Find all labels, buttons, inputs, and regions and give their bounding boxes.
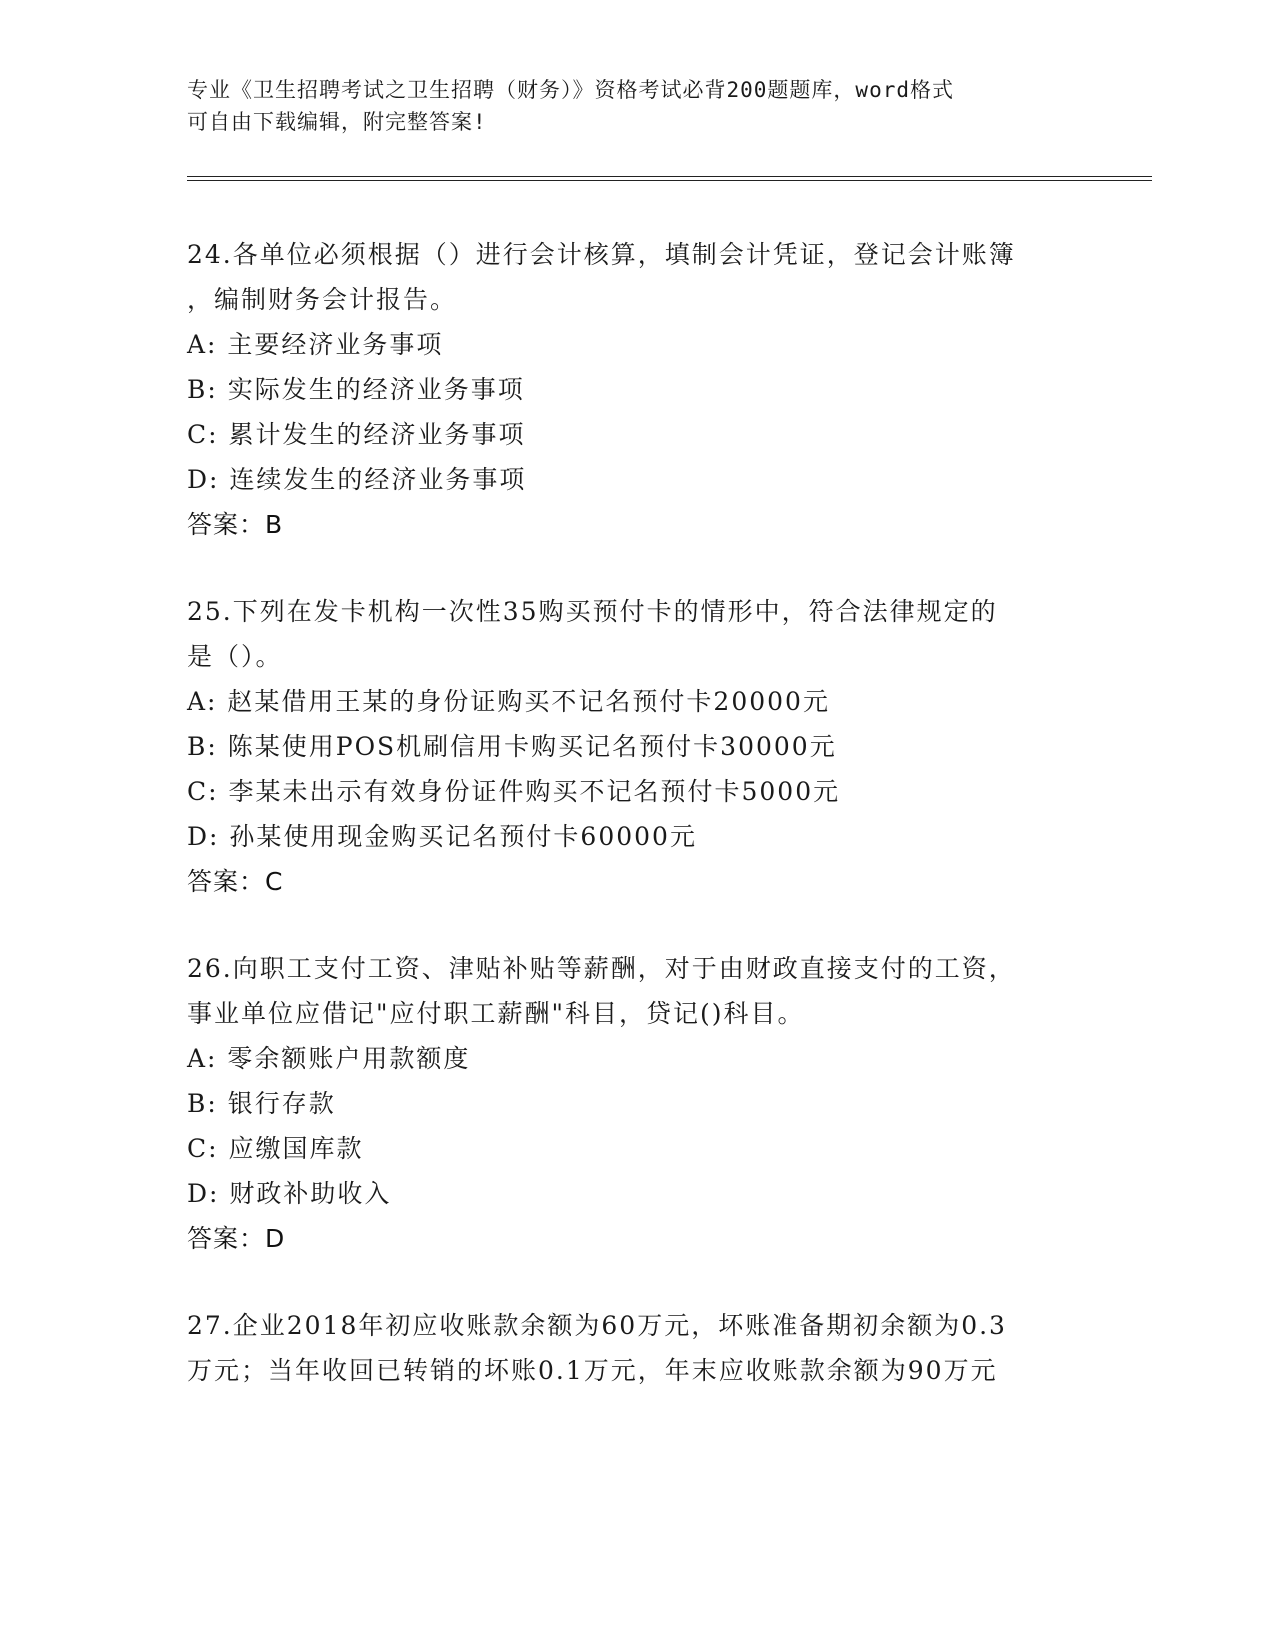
question-stem-continued: ，编制财务会计报告。: [187, 285, 458, 314]
question-27: [187, 1303, 1087, 1393]
question-stem-continued: 事业单位应借记"应付职工薪酬"科目，贷记()科目。: [187, 999, 805, 1028]
answer: 答案：D: [187, 1224, 286, 1253]
option-c: C: 累计发生的经济业务事项: [187, 420, 526, 449]
option-c: C: 应缴国库款: [187, 1134, 364, 1163]
answer: 答案：C: [187, 867, 284, 896]
question-26: [187, 946, 1087, 1261]
option-b: B: 陈某使用POS机刷信用卡购买记名预付卡30000元: [187, 732, 837, 761]
question-stem-continued: 万元；当年收回已转销的坏账0.1万元，年末应收账款余额为90万元: [187, 1356, 998, 1385]
option-d: D: 孙某使用现金购买记名预付卡60000元: [187, 822, 697, 851]
option-a: A: 赵某借用王某的身份证购买不记名预付卡20000元: [187, 687, 830, 716]
option-a: A: 主要经济业务事项: [187, 330, 444, 359]
question-stem: 24.各单位必须根据（）进行会计核算，填制会计凭证，登记会计账簿: [187, 240, 1016, 269]
header-line-1: 专业《卫生招聘考试之卫生招聘（财务）》资格考试必背200题题库，word格式: [187, 78, 954, 102]
question-stem: 25.下列在发卡机构一次性35购买预付卡的情形中，符合法律规定的: [187, 597, 998, 626]
option-d: D: 连续发生的经济业务事项: [187, 465, 527, 494]
question-25: [187, 589, 1087, 904]
option-a: A: 零余额账户用款额度: [187, 1044, 471, 1073]
question-list: [187, 232, 1087, 1435]
question-24: [187, 232, 1087, 547]
question-stem: 27.企业2018年初应收账款余额为60万元，坏账准备期初余额为0.3: [187, 1311, 1007, 1340]
option-b: B: 银行存款: [187, 1089, 336, 1118]
document-header: [187, 74, 1067, 138]
question-stem: 26.向职工支付工资、津贴补贴等薪酬，对于由财政直接支付的工资，: [187, 954, 1016, 983]
option-d: D: 财政补助收入: [187, 1179, 392, 1208]
option-b: B: 实际发生的经济业务事项: [187, 375, 525, 404]
answer: 答案：B: [187, 510, 284, 539]
question-stem-continued: 是（）。: [187, 642, 283, 671]
header-divider: [187, 176, 1152, 181]
header-line-2: 可自由下载编辑，附完整答案!: [187, 110, 487, 134]
option-c: C: 李某未出示有效身份证件购买不记名预付卡5000元: [187, 777, 841, 806]
